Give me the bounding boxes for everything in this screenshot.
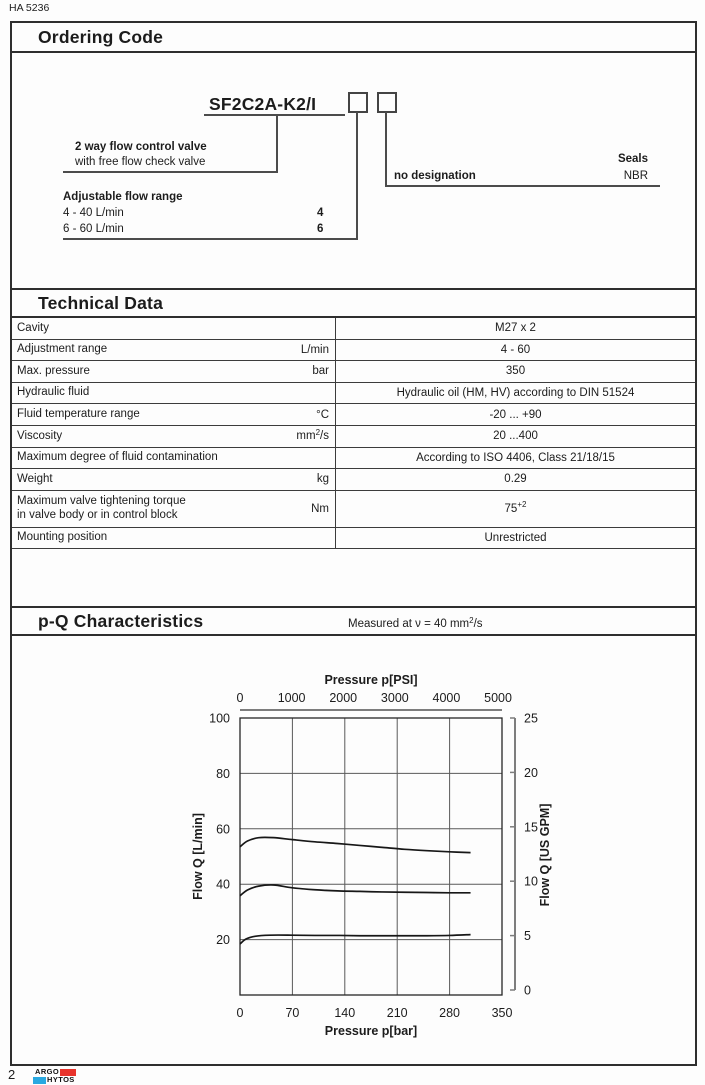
logo-blue-block (33, 1077, 46, 1084)
connector-line (356, 112, 358, 240)
svg-text:Flow Q [L/min]: Flow Q [L/min] (191, 813, 205, 900)
svg-text:5000: 5000 (484, 691, 512, 705)
row-value: M27 x 2 (335, 318, 695, 339)
svg-text:100: 100 (209, 711, 230, 726)
svg-text:20: 20 (216, 933, 230, 948)
table-row (12, 528, 695, 550)
ordering-code-underline (204, 114, 345, 116)
row-value: -20 ... +90 (335, 404, 695, 425)
row-unit: L/min (300, 343, 329, 356)
svg-text:15: 15 (524, 820, 538, 835)
row-value: 350 (335, 361, 695, 382)
section-title-technical: Technical Data (38, 292, 164, 313)
row-label: Maximum degree of fluid contamination (17, 451, 218, 464)
row-label: Cavity (17, 321, 49, 334)
ordering-code-box-2 (377, 92, 397, 113)
svg-text:10: 10 (524, 874, 538, 889)
svg-text:2000: 2000 (329, 691, 358, 705)
svg-text:Pressure p[bar]: Pressure p[bar] (324, 1024, 418, 1038)
logo-row-bottom (33, 1076, 76, 1084)
svg-text:3000: 3000 (380, 691, 409, 705)
row-label: Adjustment range (17, 343, 108, 356)
valve-type-sublabel: with free flow check valve (75, 156, 206, 168)
svg-text:0: 0 (524, 983, 531, 998)
table-row (12, 404, 695, 426)
flow-range-title: Adjustable flow range (63, 191, 183, 203)
row-unit: Nm (311, 502, 329, 515)
svg-text:Flow Q [US GPM]: Flow Q [US GPM] (538, 803, 552, 907)
row-unit: °C (316, 408, 329, 421)
connector-line (276, 115, 278, 173)
row-unit: bar (312, 365, 329, 378)
row-label: Maximum valve tightening torque in valve body or in control block (17, 495, 186, 521)
row-label: Fluid temperature range (17, 407, 140, 420)
row-value: 20 ...400 (335, 426, 695, 447)
ordering-code-box-1 (348, 92, 368, 113)
row-label: Viscosity (17, 429, 63, 442)
ordering-code-text: SF2C2A-K2/I (209, 94, 317, 114)
section-title-pq: p-Q Characteristics (38, 610, 204, 631)
table-row (12, 361, 695, 383)
seals-designation: no designation (394, 170, 476, 182)
table-row (12, 383, 695, 405)
row-label: Weight (17, 472, 53, 485)
pq-chart (150, 650, 600, 1060)
table-row (12, 469, 695, 491)
svg-text:40: 40 (216, 877, 230, 892)
section-bar-technical (12, 288, 695, 318)
technical-data-table (12, 318, 695, 549)
row-label: Mounting position (17, 531, 108, 544)
row-value: Hydraulic oil (HM, HV) according to DIN 51524 (335, 383, 695, 404)
table-row (12, 491, 695, 528)
flow-range-option-label: 4 - 40 L/min (63, 207, 124, 219)
row-unit: $mm^2/s$ (296, 428, 329, 443)
pq-curve (240, 837, 471, 852)
section-bar-ordering (12, 23, 695, 53)
row-unit: kg (316, 473, 329, 486)
doc-code: HA 5236 (9, 2, 50, 14)
svg-text:140: 140 (334, 1006, 356, 1020)
row-label: Max. pressure (17, 364, 90, 377)
row-value: 4 - 60 (335, 340, 695, 361)
seals-title: Seals (617, 153, 648, 165)
table-row (12, 340, 695, 362)
svg-text:20: 20 (524, 765, 538, 780)
logo-text-hytos: HYTOS (47, 1075, 75, 1084)
flow-range-option-code: 6 (317, 223, 324, 235)
table-row (12, 426, 695, 448)
argo-hytos-logo (33, 1068, 76, 1084)
logo-text-argo: ARGO (35, 1067, 60, 1076)
table-row (12, 448, 695, 470)
svg-text:4000: 4000 (432, 691, 461, 705)
flow-range-option-code: 4 (317, 207, 324, 219)
page-number: 2 (8, 1067, 16, 1082)
connector-line (385, 112, 387, 187)
connector-line (63, 238, 358, 240)
svg-text:25: 25 (524, 711, 538, 726)
flow-range-option-label: 6 - 60 L/min (63, 223, 124, 235)
connector-line (385, 185, 660, 187)
pq-chart-svg (150, 650, 600, 1060)
svg-text:1000: 1000 (277, 691, 306, 705)
svg-text:Pressure p[PSI]: Pressure p[PSI] (324, 673, 418, 687)
svg-text:350: 350 (491, 1006, 513, 1020)
connector-line (63, 171, 278, 173)
svg-text:0: 0 (236, 691, 244, 705)
svg-text:0: 0 (236, 1006, 244, 1020)
row-value: 75 +2 (335, 491, 695, 527)
row-label: Hydraulic fluid (17, 386, 90, 399)
svg-text:70: 70 (285, 1006, 300, 1020)
svg-text:210: 210 (386, 1006, 408, 1020)
seals-value: NBR (623, 170, 648, 182)
pq-curve (240, 885, 471, 896)
valve-type-label: 2 way flow control valve (75, 141, 207, 153)
svg-text:80: 80 (216, 766, 230, 781)
row-value: 0.29 (335, 469, 695, 490)
table-row (12, 318, 695, 340)
row-value: According to ISO 4406, Class 21/18/15 (335, 448, 695, 469)
svg-text:5: 5 (524, 929, 531, 944)
section-title-ordering: Ordering Code (38, 26, 164, 47)
measured-at-note: Measured at ν = 40 $mm^2/s$ (348, 616, 483, 630)
svg-text:280: 280 (439, 1006, 461, 1020)
row-value: Unrestricted (335, 528, 695, 549)
svg-text:60: 60 (216, 822, 230, 837)
section-bar-pq (12, 606, 695, 636)
